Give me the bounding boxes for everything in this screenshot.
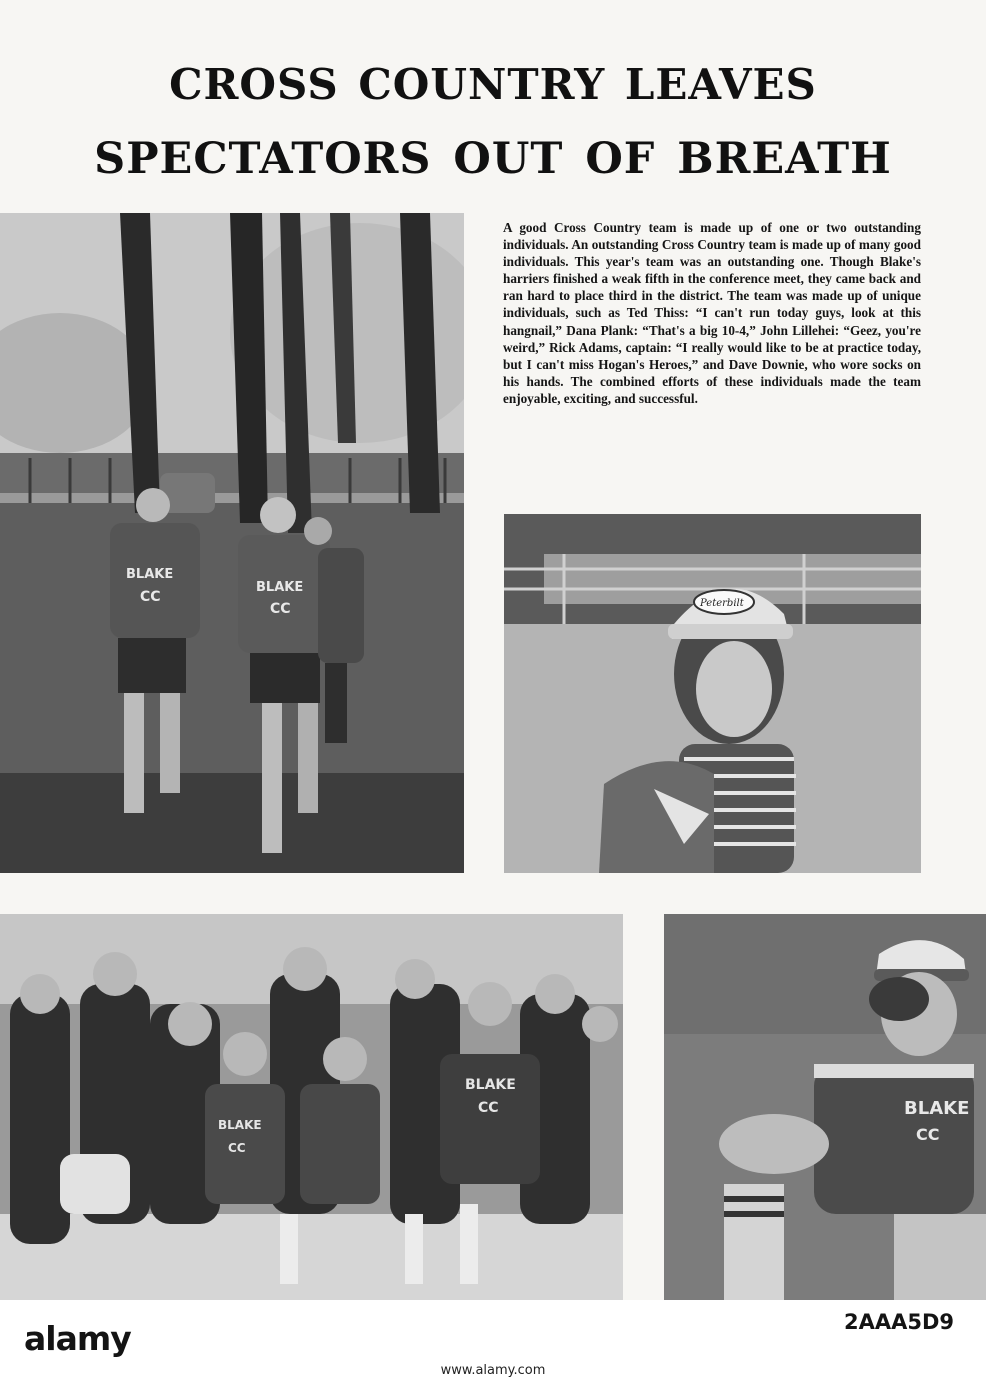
jersey-number-seated: CC [916, 1125, 940, 1144]
jersey-text-group-2: BLAKE [465, 1077, 516, 1093]
jersey-text-runner-2: BLAKE [256, 580, 304, 595]
jersey-number-group-2: CC [478, 1100, 499, 1116]
jersey-number-runner-2: CC [270, 601, 291, 617]
photo-seated-runner [664, 914, 986, 1300]
jersey-text-group-1: BLAKE [218, 1118, 262, 1132]
photo-team-group [0, 914, 623, 1300]
jersey-number-runner-1: CC [140, 589, 161, 605]
jersey-number-group-1: CC [228, 1141, 246, 1155]
headline-line-1: CROSS COUNTRY LEAVES [169, 60, 817, 109]
site-url: www.alamy.com [440, 1363, 546, 1378]
headline-line-2: SPECTATORS OUT OF BREATH [94, 134, 892, 184]
photo-girl-with-cap [504, 514, 921, 873]
page-headline [0, 48, 986, 196]
alamy-logo: alamy [24, 1319, 131, 1358]
cap-logo-text: Peterbilt [700, 598, 744, 609]
jersey-text-seated: BLAKE [904, 1098, 970, 1119]
article-body: A good Cross Country team is made up of one or two outstanding individuals. An outstanding Cross Country team is made up of many good individuals. This year's team was an outstanding one. Though Blake's harriers finished a weak fifth in the conference meet, they came back and ran hard to place third in the district. The team was made up of unique individuals, such as Ted Thiss: “I can't run today guys, look at this hangnail,” Dana Plank: “That's a big 10-4,” John Lillehei: “Geez, you're weird,” Rick Adams, captain: “I really would like to be at practice today, but I can't miss Hogan's Heroes,” and Dave Downie, who wore socks on his hands. The combined efforts of these individuals made the team enjoyable, exciting, and successful. [503, 220, 921, 406]
jersey-text-runner-1: BLAKE [126, 567, 174, 582]
image-id-label: 2AAA5D9 [843, 1310, 954, 1334]
photo-runners-in-park [0, 213, 464, 873]
